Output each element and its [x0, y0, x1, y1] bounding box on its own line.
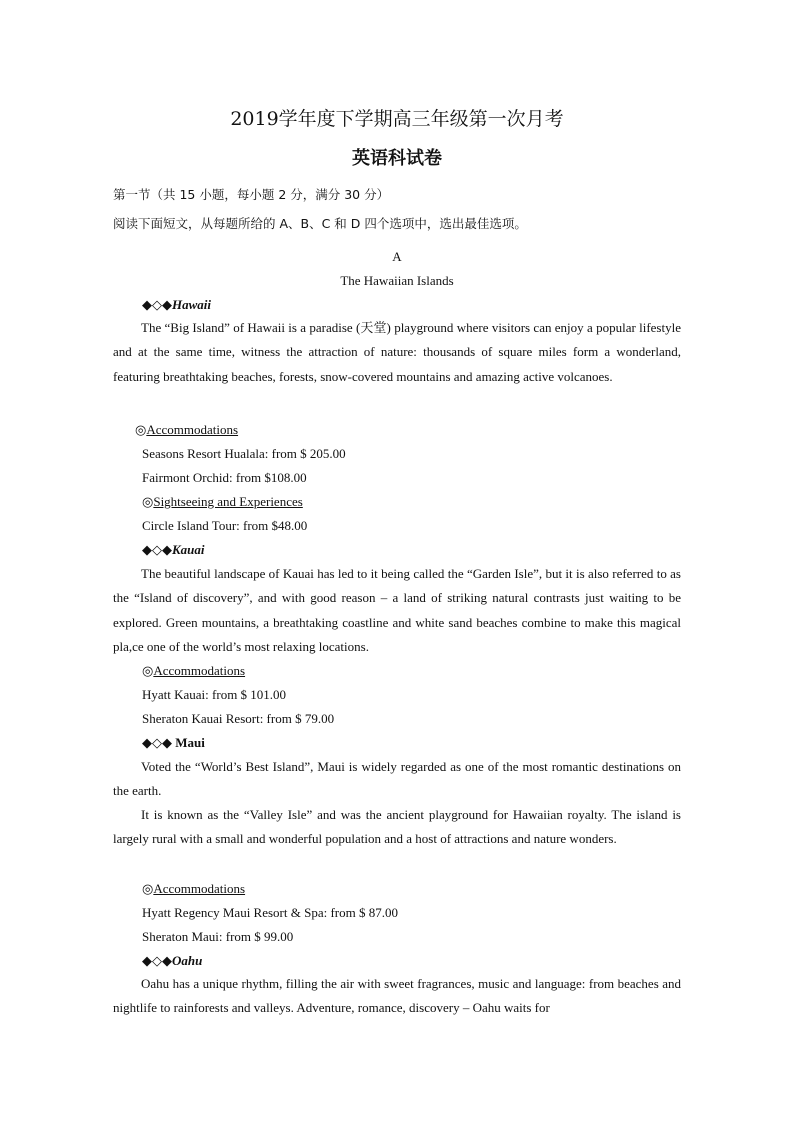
circle-mark-icon: ◎	[142, 663, 154, 678]
hawaii-acc-1: Seasons Resort Hualala: from $ 205.00	[142, 446, 346, 461]
oahu-name: Oahu	[172, 953, 203, 968]
hawaii-sight-1: Circle Island Tour: from $48.00	[142, 518, 308, 533]
exam-title: 2019学年度下学期高三年级第一次月考	[230, 108, 564, 130]
kauai-paragraph: The beautiful landscape of Kauai has led to it being called the “Garden Isle”, but it is also referred to as the “Island of discovery”, and with good reason – a land of striking natural contrasts just waiting to be explored. Green mountains, a breathtaking coastline and white sand beaches combine to make this magical pla,ce one of the world’s most relaxing locations.	[113, 566, 681, 654]
circle-mark-icon: ◎	[135, 422, 147, 437]
section-hawaii-heading	[142, 298, 211, 311]
circle-mark-icon: ◎	[142, 494, 154, 509]
diamond-bullet-icon: ◆◇◆	[142, 297, 172, 312]
section-heading: 第一节（共 15 小题，每小题 2 分，满分 30 分）	[113, 187, 390, 202]
kauai-accommodations-label: ◎Accommodations	[142, 663, 246, 678]
passage-title: The Hawaiian Islands	[340, 273, 454, 288]
section-oahu-heading	[142, 954, 202, 967]
hawaii-acc-2: Fairmont Orchid: from $108.00	[142, 470, 307, 485]
exam-subject: 英语科试卷	[352, 148, 442, 169]
section-kauai-heading	[142, 543, 205, 556]
diamond-bullet-icon: ◆◇◆	[142, 735, 172, 750]
maui-accommodations-label: ◎Accommodations	[142, 881, 246, 896]
maui-paragraph-1: Voted the “World’s Best Island”, Maui is widely regarded as one of the most romantic destinations on the earth.	[113, 759, 681, 799]
circle-mark-icon: ◎	[142, 881, 154, 896]
section-maui-heading	[142, 736, 205, 749]
maui-name: Maui	[175, 735, 205, 750]
section-instruction: 阅读下面短文，从每题所给的 A、B、C 和 D 四个选项中，选出最佳选项。	[113, 216, 527, 231]
diamond-bullet-icon: ◆◇◆	[142, 542, 172, 557]
diamond-bullet-icon: ◆◇◆	[142, 953, 172, 968]
maui-acc-2: Sheraton Maui: from $ 99.00	[142, 929, 294, 944]
passage-letter: A	[392, 249, 402, 264]
hawaii-name: Hawaii	[172, 297, 212, 312]
hawaii-sightseeing-label: ◎Sightseeing and Experiences	[142, 494, 303, 509]
maui-acc-1: Hyatt Regency Maui Resort & Spa: from $ 87.00	[142, 905, 398, 920]
hawaii-paragraph: The “Big Island” of Hawaii is a paradise (天堂) playground where visitors can enjoy a popular lifestyle and at the same time, witness the attraction of nature: thousands of square miles form a wonderland, featuring breathtaking beaches, forests, snow-covered mountains and amazing active volcanoes.	[113, 320, 681, 384]
kauai-name: Kauai	[172, 542, 205, 557]
maui-paragraph-2: It is known as the “Valley Isle” and was the ancient playground for Hawaiian royalty. The island is largely rural with a small and wonderful population and a host of attractions and nature wonders.	[113, 807, 681, 847]
kauai-acc-1: Hyatt Kauai: from $ 101.00	[142, 687, 287, 702]
hawaii-accommodations-label: ◎Accommodations	[135, 422, 239, 437]
oahu-paragraph: Oahu has a unique rhythm, filling the air with sweet fragrances, music and language: from beaches and nightlife to rainforests and valleys. Adventure, romance, discovery – Oahu waits for	[113, 976, 681, 1016]
kauai-acc-2: Sheraton Kauai Resort: from $ 79.00	[142, 711, 335, 726]
